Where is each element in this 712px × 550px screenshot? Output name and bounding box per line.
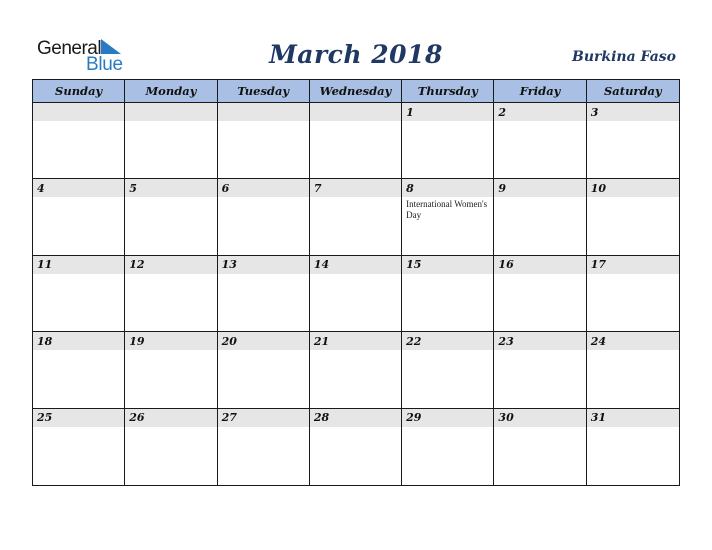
day-cell	[402, 103, 494, 179]
day-cell	[218, 256, 310, 332]
day-number: 8	[402, 179, 493, 197]
day-number: 3	[587, 103, 679, 121]
day-number: 16	[494, 256, 585, 274]
country-label: Burkina Faso	[572, 49, 676, 65]
day-cell	[494, 332, 586, 408]
day-cell	[494, 409, 586, 485]
day-cell	[33, 256, 125, 332]
day-number: 29	[402, 409, 493, 427]
day-cell	[494, 103, 586, 179]
day-cell	[402, 256, 494, 332]
logo-general-text: General	[37, 38, 102, 59]
day-number: 7	[310, 179, 401, 197]
day-number: 15	[402, 256, 493, 274]
weekday-header-monday: Monday	[125, 80, 217, 103]
day-cell	[587, 179, 679, 255]
day-number	[218, 103, 309, 121]
day-cell	[587, 103, 679, 179]
day-cell	[218, 332, 310, 408]
day-number: 6	[218, 179, 309, 197]
day-cell	[33, 179, 125, 255]
day-cell	[402, 332, 494, 408]
day-number: 19	[125, 332, 216, 350]
day-cell	[494, 179, 586, 255]
weekday-header-saturday: Saturday	[587, 80, 679, 103]
day-number: 13	[218, 256, 309, 274]
day-number: 4	[33, 179, 124, 197]
day-number: 18	[33, 332, 124, 350]
day-cell	[125, 409, 217, 485]
day-cell	[310, 256, 402, 332]
day-number: 9	[494, 179, 585, 197]
day-number: 21	[310, 332, 401, 350]
day-number: 20	[218, 332, 309, 350]
day-number: 1	[402, 103, 493, 121]
page-title: March 2018	[269, 40, 443, 69]
day-cell	[125, 256, 217, 332]
weekday-header-sunday: Sunday	[33, 80, 125, 103]
day-cell	[310, 409, 402, 485]
day-cell	[494, 256, 586, 332]
day-number: 25	[33, 409, 124, 427]
day-cell	[587, 332, 679, 408]
day-number: 26	[125, 409, 216, 427]
day-number: 22	[402, 332, 493, 350]
day-cell	[402, 179, 494, 255]
day-number	[125, 103, 216, 121]
day-cell	[402, 409, 494, 485]
weekday-header-wednesday: Wednesday	[310, 80, 402, 103]
day-number: 10	[587, 179, 679, 197]
day-number: 17	[587, 256, 679, 274]
day-number: 27	[218, 409, 309, 427]
day-cell	[125, 179, 217, 255]
day-cell	[587, 256, 679, 332]
day-number: 14	[310, 256, 401, 274]
day-cell	[218, 103, 310, 179]
day-number	[33, 103, 124, 121]
day-cell	[310, 103, 402, 179]
day-number: 24	[587, 332, 679, 350]
logo-blue-text: Blue	[86, 54, 123, 75]
day-number: 23	[494, 332, 585, 350]
day-cell	[218, 179, 310, 255]
day-cell	[125, 103, 217, 179]
day-cell	[33, 409, 125, 485]
day-cell	[33, 103, 125, 179]
day-cell	[33, 332, 125, 408]
calendar-grid	[32, 79, 680, 486]
day-number: 5	[125, 179, 216, 197]
day-number: 12	[125, 256, 216, 274]
day-cell	[587, 409, 679, 485]
holiday-event: International Women's Day	[406, 199, 488, 221]
day-cell	[218, 409, 310, 485]
day-number: 30	[494, 409, 585, 427]
day-number: 2	[494, 103, 585, 121]
day-number: 31	[587, 409, 679, 427]
day-number: 11	[33, 256, 124, 274]
weekday-header-thursday: Thursday	[402, 80, 494, 103]
day-cell	[310, 179, 402, 255]
day-cell	[125, 332, 217, 408]
weekday-header-tuesday: Tuesday	[218, 80, 310, 103]
day-cell	[310, 332, 402, 408]
day-number: 28	[310, 409, 401, 427]
day-number	[310, 103, 401, 121]
weekday-header-friday: Friday	[494, 80, 586, 103]
